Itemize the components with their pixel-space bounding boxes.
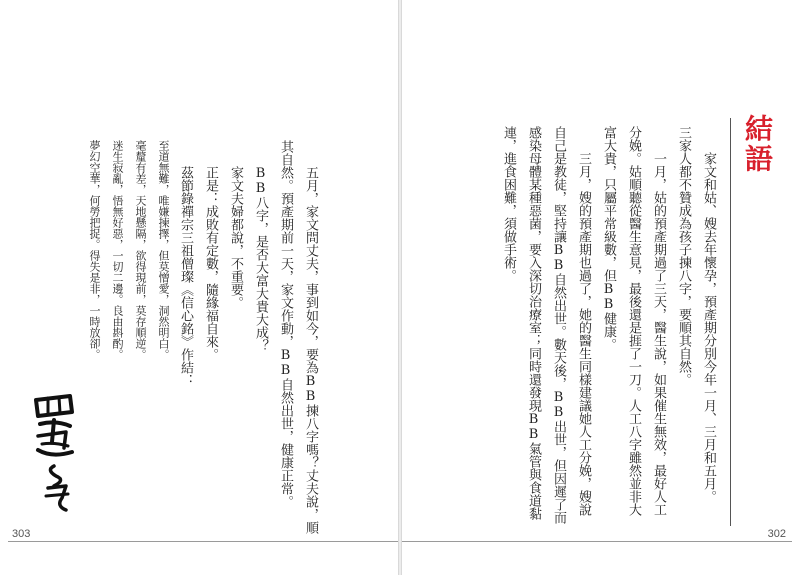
poem-line: 夢幻空華，何勞把捉。得失是非，一時放卻。 xyxy=(88,140,101,360)
page-number: 303 xyxy=(12,528,31,540)
left-body-text xyxy=(177,140,323,540)
paragraph: 三月，嫂的預產期也過了，她的醫生同樣建議她人工分娩，嫂說自己是教徒，堅持讓BB自然出世。數天後，BB出世，但因遲了而感染母體某種惡菌，要入深切治療室；同時還發現BB氣管與食道黏連，進食困難，須做手術。 xyxy=(501,126,591,524)
paragraph: 家文夫婦都說，不重要。 xyxy=(228,166,243,309)
paragraph: 家文和姑、嫂去年懷孕，預產期分別今年一月、三月和五月。 xyxy=(701,152,716,503)
paragraph: 三家人都不贊成為孩子揀八字，要順其自然。 xyxy=(676,126,691,386)
heading-divider xyxy=(730,118,731,526)
paragraph: 正是：成敗有定數，隨緣福自來。 xyxy=(203,166,218,361)
calligraphy-signature xyxy=(26,386,82,516)
paragraph: BB八字，是否大富大貴大成？ xyxy=(253,166,268,352)
right-body-text xyxy=(494,126,721,526)
paragraph: 茲節錄禪宗三祖僧璨《信心銘》作結： xyxy=(178,166,193,387)
poem-line: 迷生寂亂，悟無好惡，一切二邊。良由斟酌。 xyxy=(111,140,124,360)
left-page xyxy=(0,0,398,575)
chapter-heading: 結語 xyxy=(741,114,774,174)
right-page xyxy=(402,0,800,575)
page-number: 302 xyxy=(767,528,786,540)
paragraph: 一月，姑的預產期過了三天，醫生說，如果催生無效，最好人工分娩。姑順聽從醫生意見，最後還是捱了一刀。人工八字雖然並非大富大貴，只屬平常級數，但BB健康。 xyxy=(601,126,666,516)
paragraph: 五月，家文問丈夫，事到如今，要為BB揀八字嗎？丈夫說，順其自然。預產期前一天，家文作動，BB自然出世，健康正常。 xyxy=(278,140,318,534)
footer-rule xyxy=(8,541,398,542)
poem-line: 毫釐有差，天地懸隔，欲得現前，莫存順逆。 xyxy=(134,140,147,360)
book-spine xyxy=(398,0,402,575)
poem-block xyxy=(83,140,175,520)
poem-line: 至道無難，唯嫌揀擇，但莫憎愛，洞然明白。 xyxy=(157,140,170,360)
footer-rule xyxy=(402,541,792,542)
